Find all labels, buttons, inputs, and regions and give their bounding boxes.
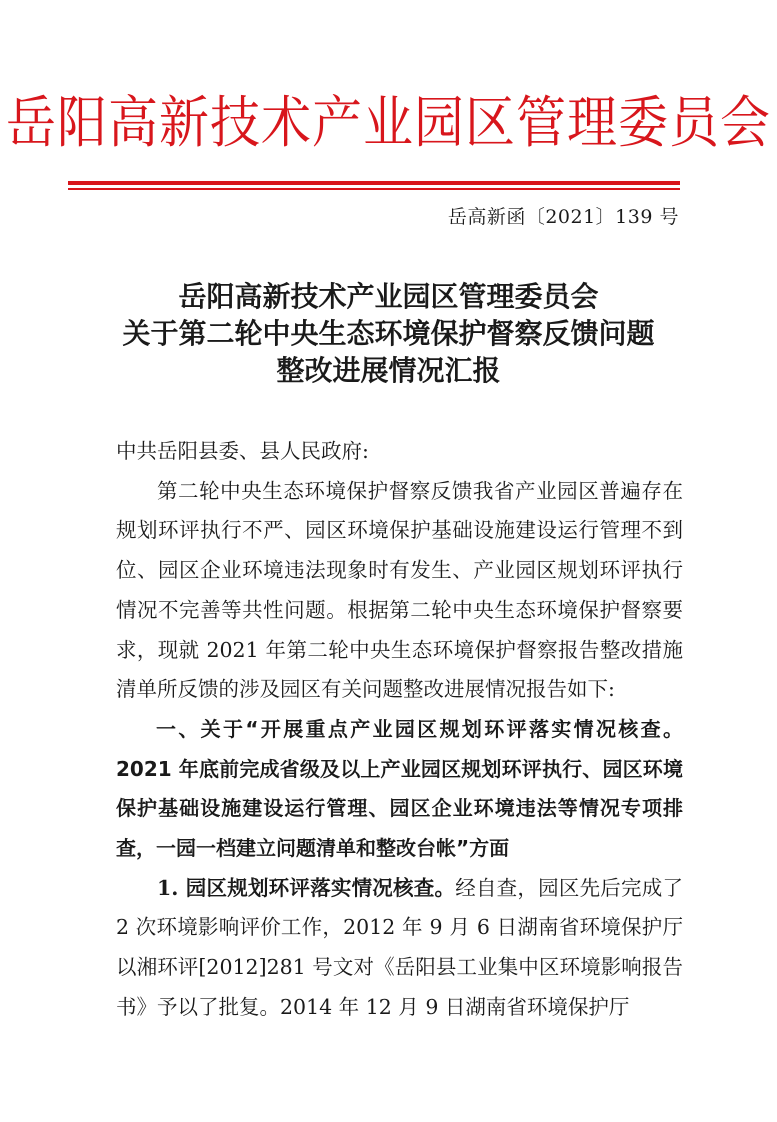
red-divider-thin [68, 188, 680, 190]
title-line-1: 岳阳高新技术产业园区管理委员会 [178, 280, 599, 313]
item-1-heading: 1. 园区规划环评落实情况核查。 [157, 875, 456, 900]
title-line-2: 关于第二轮中央生态环境保护督察反馈问题 [122, 317, 655, 350]
item-1-paragraph [116, 869, 683, 1028]
salutation: 中共岳阳县委、县人民政府: [116, 439, 369, 463]
document-body [116, 432, 683, 1028]
document-title [0, 278, 777, 389]
red-divider-thick [68, 181, 680, 185]
intro-paragraph: 第二轮中央生态环境保护督察反馈我省产业园区普遍存在规划环评执行不严、园区环境保护基础设施建设运行管理不到位、园区企业环境违法现象时有发生、产业园区规划环评执行情况不完善等共性问题。根据第二轮中央生态环境保护督察要求，现就 2021 年第二轮中央生态环境保护督察报告整改措施清单所反馈的涉及园区有关问题整改进展情况报告如下: [116, 478, 683, 702]
item-1-text: 经自查，园区先后完成了 2 次环境影响评价工作，2012 年 9 月 6 日湖南省环境保护厅以湘环评[2012]281 号文对《岳阳县工业集中区环境影响报告书》予以了批复。2014 年 12 月 9 日湖南省环境保护厅 [116, 875, 683, 1019]
agency-name-header: 岳阳高新技术产业园区管理委员会 [6, 90, 771, 156]
section-1-heading: 一、关于“开展重点产业园区规划环评落实情况核查。2021 年底前完成省级及以上产业园区规划环评执行、园区环境保护基础设施建设运行管理、园区企业环境违法等情况专项排查，一园一档建立问题清单和整改台帐”方面 [116, 716, 683, 861]
document-number: 岳高新函〔2021〕139 号 [447, 206, 679, 228]
title-line-3: 整改进展情况汇报 [276, 354, 501, 387]
